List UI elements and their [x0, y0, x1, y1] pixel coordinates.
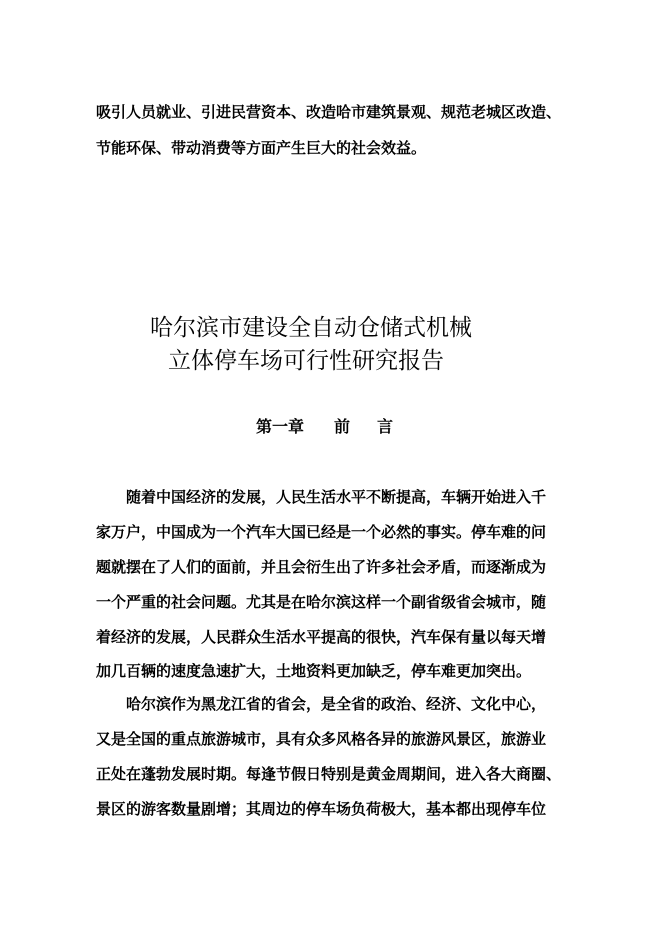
paragraph-2-line-4: 景区的游客数量剧增；其周边的停车场负荷极大，基本都出现停车位 [96, 800, 547, 818]
chapter-heading [256, 414, 393, 437]
chapter-name-part1: 前 [334, 417, 351, 436]
paragraph-1-line-4: 一个严重的社会问题。尤其是在哈尔滨这样一个副省级省会城市，随 [96, 593, 547, 611]
chapter-number: 第一章 [256, 417, 305, 436]
top-paragraph-line-1: 吸引人员就业、引进民营资本、改造哈市建筑景观、规范老城区改造、 [96, 103, 562, 121]
paragraph-2-line-2: 又是全国的重点旅游城市，具有众多风格各异的旅游风景区，旅游业 [96, 730, 547, 748]
chapter-name-part2: 言 [377, 417, 394, 436]
paragraph-1-line-6: 加几百辆的速度急速扩大，土地资料更加缺乏，停车难更加突出。 [96, 662, 532, 680]
report-title-line-1: 哈尔滨市建设全自动仓储式机械 [150, 315, 472, 341]
top-paragraph-line-2: 节能环保、带动消费等方面产生巨大的社会效益。 [96, 139, 427, 157]
report-title-line-2: 立体停车场可行性研究报告 [168, 348, 444, 374]
paragraph-1-line-5: 着经济的发展，人民群众生活水平提高的很快，汽车保有量以每天增 [96, 628, 547, 646]
paragraph-1-line-1: 随着中国经济的发展，人民生活水平不断提高，车辆开始进入千 [126, 488, 547, 506]
paragraph-2-line-3: 正处在蓬勃发展时期。每逢节假日特别是黄金周期间，进入各大商圈、 [96, 765, 562, 783]
paragraph-2-line-1: 哈尔滨作为黑龙江省的省会，是全省的政治、经济、文化中心， [126, 695, 547, 713]
paragraph-1-line-3: 题就摆在了人们的面前，并且会衍生出了许多社会矛盾，而逐渐成为 [96, 558, 547, 576]
paragraph-1-line-2: 家万户，中国成为一个汽车大国已经是一个必然的事实。停车难的问 [96, 523, 547, 541]
